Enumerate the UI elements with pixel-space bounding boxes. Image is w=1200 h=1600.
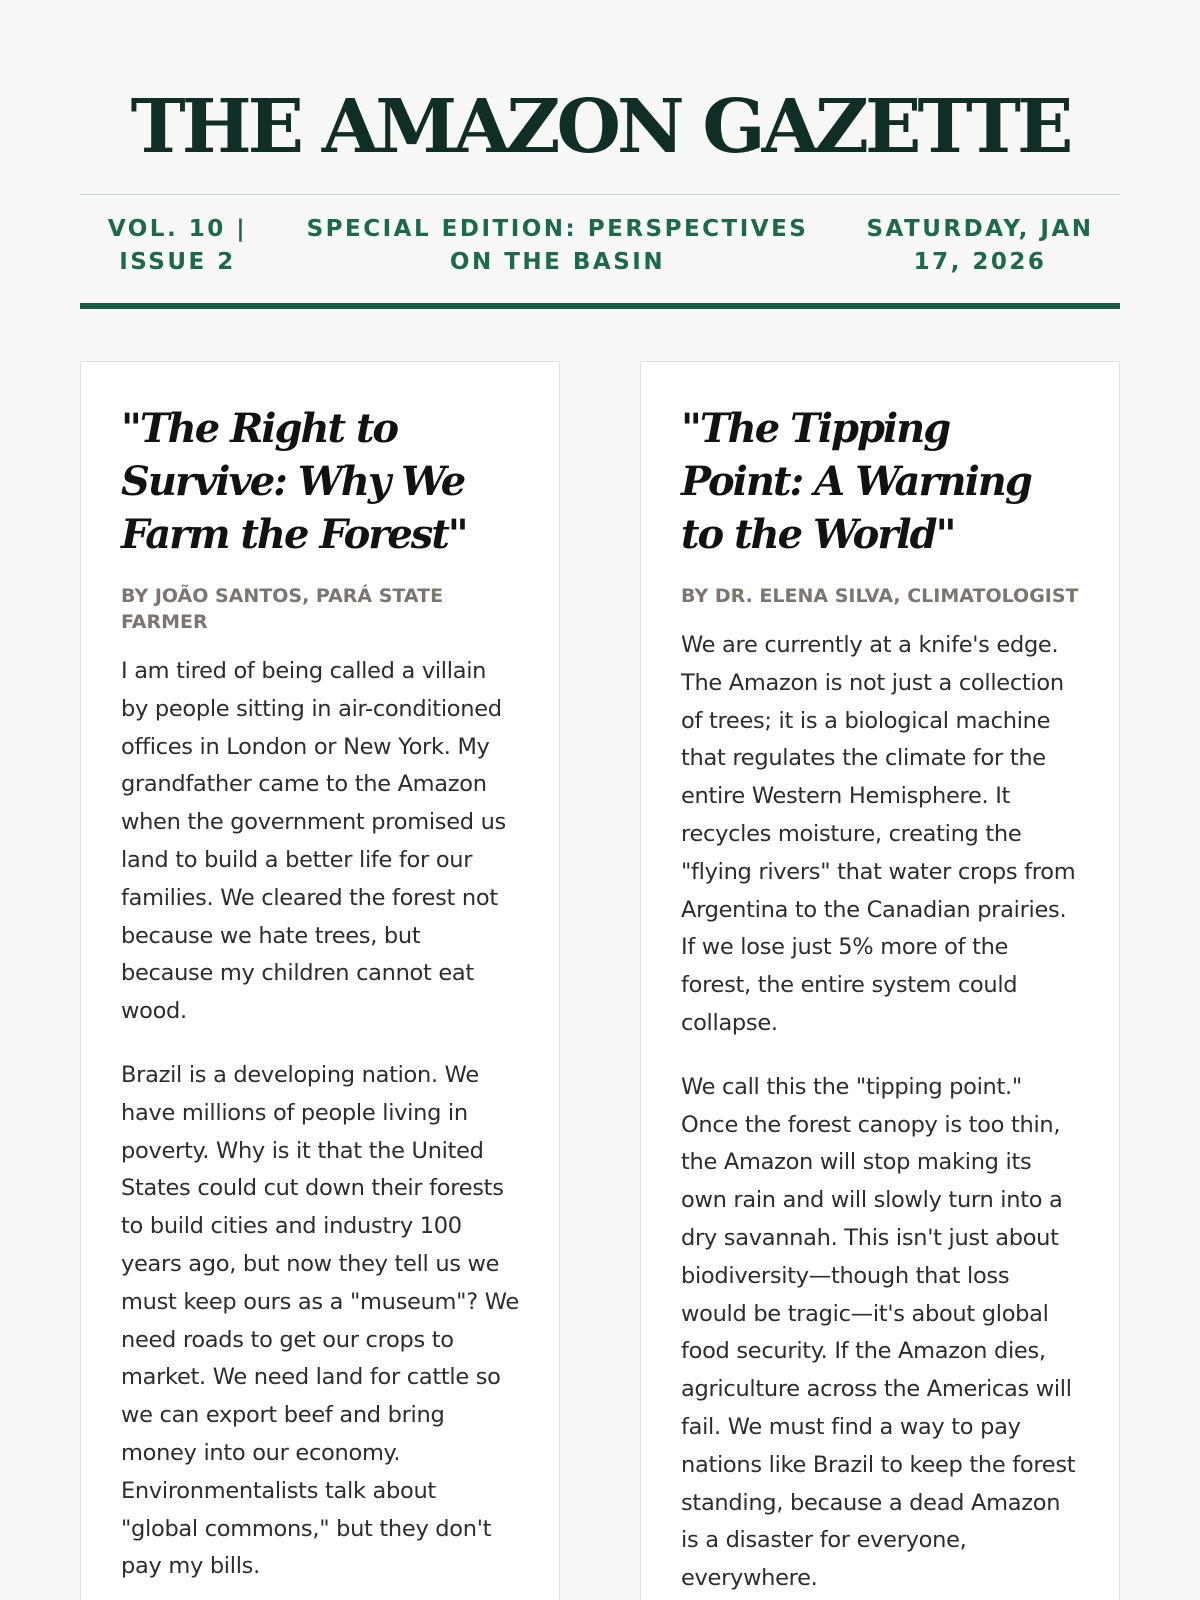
articles-area (80, 361, 1120, 1600)
article-paragraph: Brazil is a developing nation. We have millions of people living in poverty. Why is it that the United States could cut down their forests to build cities and industry 100 years ago, but now they tell us we must keep ours as a "museum"? We need roads to get our crops to market. We need land for cattle so we can export beef and bring money into our economy. Environmentalists talk about "global commons," but they don't pay my bills. (121, 1061, 519, 1580)
edition-info-bar (80, 195, 1120, 303)
article-headline: "The Right to Survive: Why We Farm the Forest" (121, 405, 467, 558)
newspaper-title: THE AMAZON GAZETTE (130, 84, 1070, 170)
edition-label: SPECIAL EDITION: PERSPECTIVES ON THE BASIN (306, 216, 809, 275)
publication-date: SATURDAY, JAN 17, 2026 (866, 216, 1094, 275)
article-headline: "The Tipping Point: A Warning to the World" (681, 405, 1031, 558)
article-card-climatologist (640, 361, 1120, 1600)
article-byline: BY DR. ELENA SILVA, CLIMATOLOGIST (681, 585, 1079, 607)
volume-issue: VOL. 10 | ISSUE 2 (107, 216, 248, 275)
article-paragraph: We are currently at a knife's edge. The Amazon is not just a collection of trees; it is a biological machine that regulates the climate for the entire Western Hemisphere. It recycles moisture, creating the "flying rivers" that water crops from Argentina to the Canadian prairies. If we lose just 5% more of the forest, the entire system could collapse. (681, 632, 1076, 1036)
article-paragraph: I am tired of being called a villain by people sitting in air-conditioned offices in London or New York. My grandfather came to the Amazon when the government promised us land to build a better life for our families. We cleared the forest not because we hate trees, but because my children cannot eat wood. (121, 658, 506, 1025)
article-paragraph: We call this the "tipping point." Once the forest canopy is too thin, the Amazon will stop making its own rain and will slowly turn into a dry savannah. This isn't just about biodiversity—though that loss would be tragic—it's about global food security. If the Amazon dies, agriculture across the Americas will fail. We must find a way to pay nations like Brazil to keep the forest standing, because a dead Amazon is a disaster for everyone, everywhere. (681, 1073, 1076, 1592)
article-byline: BY JOÃO SANTOS, PARÁ STATE FARMER (121, 585, 444, 633)
article-card-farmer (80, 361, 560, 1600)
masthead-divider-thick (80, 303, 1120, 309)
masthead (80, 0, 1120, 309)
